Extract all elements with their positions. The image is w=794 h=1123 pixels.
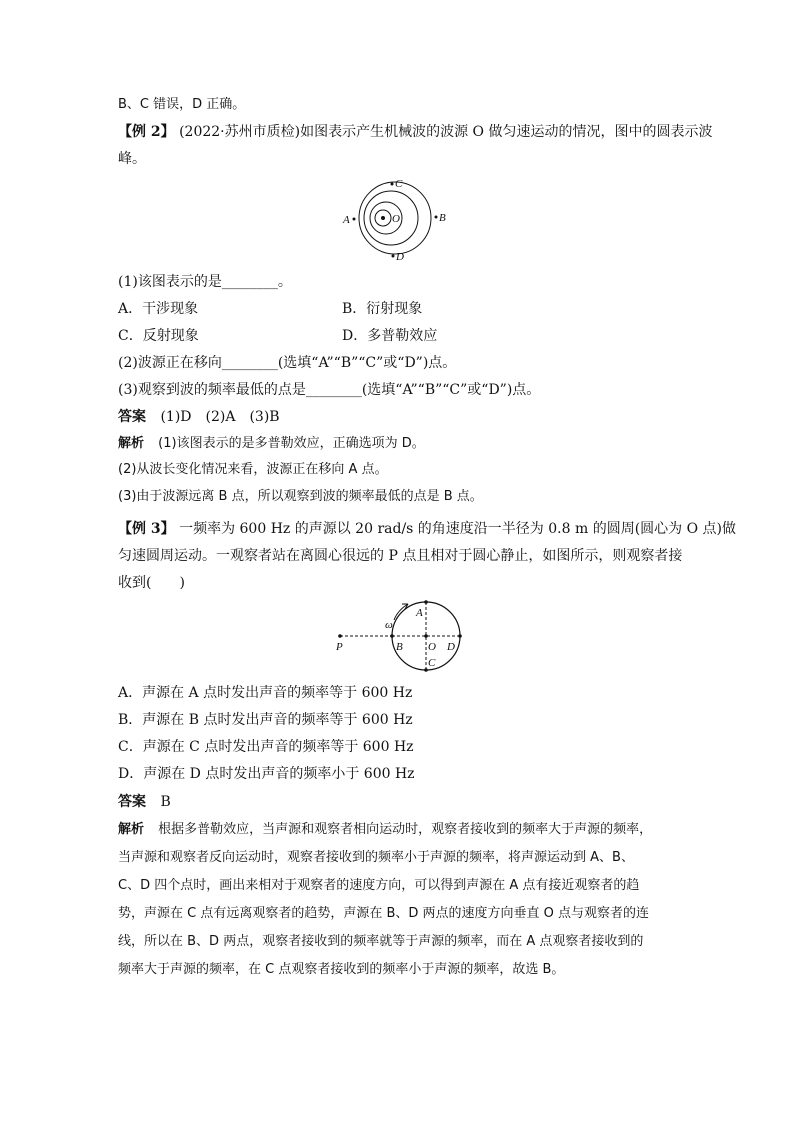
- example2-answer: [118, 407, 280, 427]
- example2-tag: 【例 2】: [118, 124, 175, 140]
- wave-fronts-figure: [335, 172, 455, 264]
- example2-analysis-3: (3)由于波源远离 B 点，所以观察到波的频率最低的点是 B 点。: [118, 489, 483, 504]
- label-a: A: [416, 607, 423, 619]
- example2-analysis-2: (2)从波长变化情况来看，波源正在移向 A 点。: [118, 462, 388, 477]
- example2-q3: (3)观察到波的频率最低的点是________(选填“A”“B”“C”或“D”)点。: [118, 382, 541, 398]
- example3-answer-label: 答案: [118, 794, 146, 810]
- circular-motion-figure: [330, 598, 470, 678]
- example2-q2: (2)波源正在移向________(选填“A”“B”“C”或“D”)点。: [118, 355, 457, 371]
- example2-q1: (1)该图表示的是________。: [118, 274, 292, 290]
- example2-option-d: D．多普勒效应: [342, 328, 438, 344]
- point-a-dot: [424, 600, 428, 604]
- example3-analysis-3: 势，声源在 C 点有远离观察者的趋势，声源在 B、D 两点的速度方向垂直 O 点与观察者的连: [118, 906, 650, 921]
- example3-stem-line1: [118, 519, 736, 539]
- source-o-dot: [381, 216, 385, 220]
- point-a-dot: [353, 218, 356, 221]
- example3-answer-text: B: [160, 794, 171, 810]
- label-b: B: [439, 212, 446, 224]
- point-p-dot: [338, 634, 342, 638]
- example2-analysis-label: 解析: [118, 436, 145, 451]
- point-d-dot: [392, 255, 395, 258]
- example3-answer: [118, 792, 171, 812]
- example3-analysis-5: 频率大于声源的频率，在 C 点观察者接收到的频率小于声源的频率，故选 B。: [118, 962, 565, 977]
- example2-stem-line1: [118, 122, 712, 142]
- example2-analysis-line1: [118, 434, 425, 454]
- label-o: O: [392, 213, 400, 225]
- example2-option-c: C．反射现象: [118, 328, 199, 344]
- example2-stem-text: (2022·苏州市质检)如图表示产生机械波的波源 O 做匀速运动的情况，图中的圆表示波: [179, 124, 713, 140]
- point-c-dot: [391, 183, 394, 186]
- example3-option-a: A．声源在 A 点时发出声音的频率等于 600 Hz: [118, 685, 413, 701]
- example2-option-b: B．衍射现象: [342, 301, 423, 317]
- point-b-dot: [435, 216, 438, 219]
- label-c: C: [428, 657, 436, 669]
- example3-analysis-2: C、D 四个点时，画出来相对于观察者的速度方向，可以得到声源在 A 点有接近观察者的趋: [118, 878, 640, 893]
- example3-analysis-label: 解析: [118, 822, 145, 837]
- example3-option-d: D．声源在 D 点时发出声音的频率小于 600 Hz: [118, 766, 415, 782]
- rotation-arrow: [394, 604, 408, 620]
- label-d: D: [396, 251, 404, 263]
- example2-answer-text: (1)D (2)A (3)B: [160, 409, 280, 425]
- example3-analysis-0: 根据多普勒效应，当声源和观察者相向运动时，观察者接收到的频率大于声源的频率，: [158, 822, 653, 837]
- example3-analysis-4: 线，所以在 B、D 两点，观察者接收到的频率就等于声源的频率，而在 A 点观察者接收到的: [118, 934, 644, 949]
- example3-option-c: C．声源在 C 点时发出声音的频率等于 600 Hz: [118, 739, 414, 755]
- example2-options-row1: [118, 299, 198, 319]
- example3-analysis-line1: [118, 820, 652, 840]
- example3-stem-line3: 收到( ): [118, 575, 185, 591]
- example2-option-a: A．干涉现象: [118, 301, 199, 317]
- label-d: D: [447, 641, 455, 653]
- example2-stem-line2: 峰。: [118, 151, 146, 167]
- example2-answer-label: 答案: [118, 409, 146, 425]
- label-b: B: [396, 641, 403, 653]
- label-p: P: [336, 641, 343, 653]
- center-o-dot: [424, 634, 428, 638]
- label-omega: ω: [385, 619, 393, 631]
- example3-stem-line2: 匀速圆周运动。一观察者站在离圆心很远的 P 点且相对于圆心静止，如图所示，则观察者接: [118, 548, 683, 564]
- label-a: A: [343, 214, 350, 226]
- label-c: C: [395, 178, 403, 190]
- example3-option-b: B．声源在 B 点时发出声音的频率等于 600 Hz: [118, 712, 413, 728]
- point-d-dot: [458, 634, 462, 638]
- prev-solution-tail: B、C 错误，D 正确。: [118, 97, 246, 112]
- point-b-dot: [390, 634, 394, 638]
- example3-stem-text: 一频率为 600 Hz 的声源以 20 rad/s 的角速度沿一半径为 0.8 m 的圆周(圆心为 O 点)做: [179, 521, 736, 537]
- label-o: O: [428, 641, 436, 653]
- example3-analysis-1: 当声源和观察者反向运动时，观察者接收到的频率小于声源的频率，将声源运动到 A、B、: [118, 850, 634, 865]
- example3-tag: 【例 3】: [118, 521, 175, 537]
- example2-analysis-1: (1)该图表示的是多普勒效应，正确选项为 D。: [158, 436, 425, 451]
